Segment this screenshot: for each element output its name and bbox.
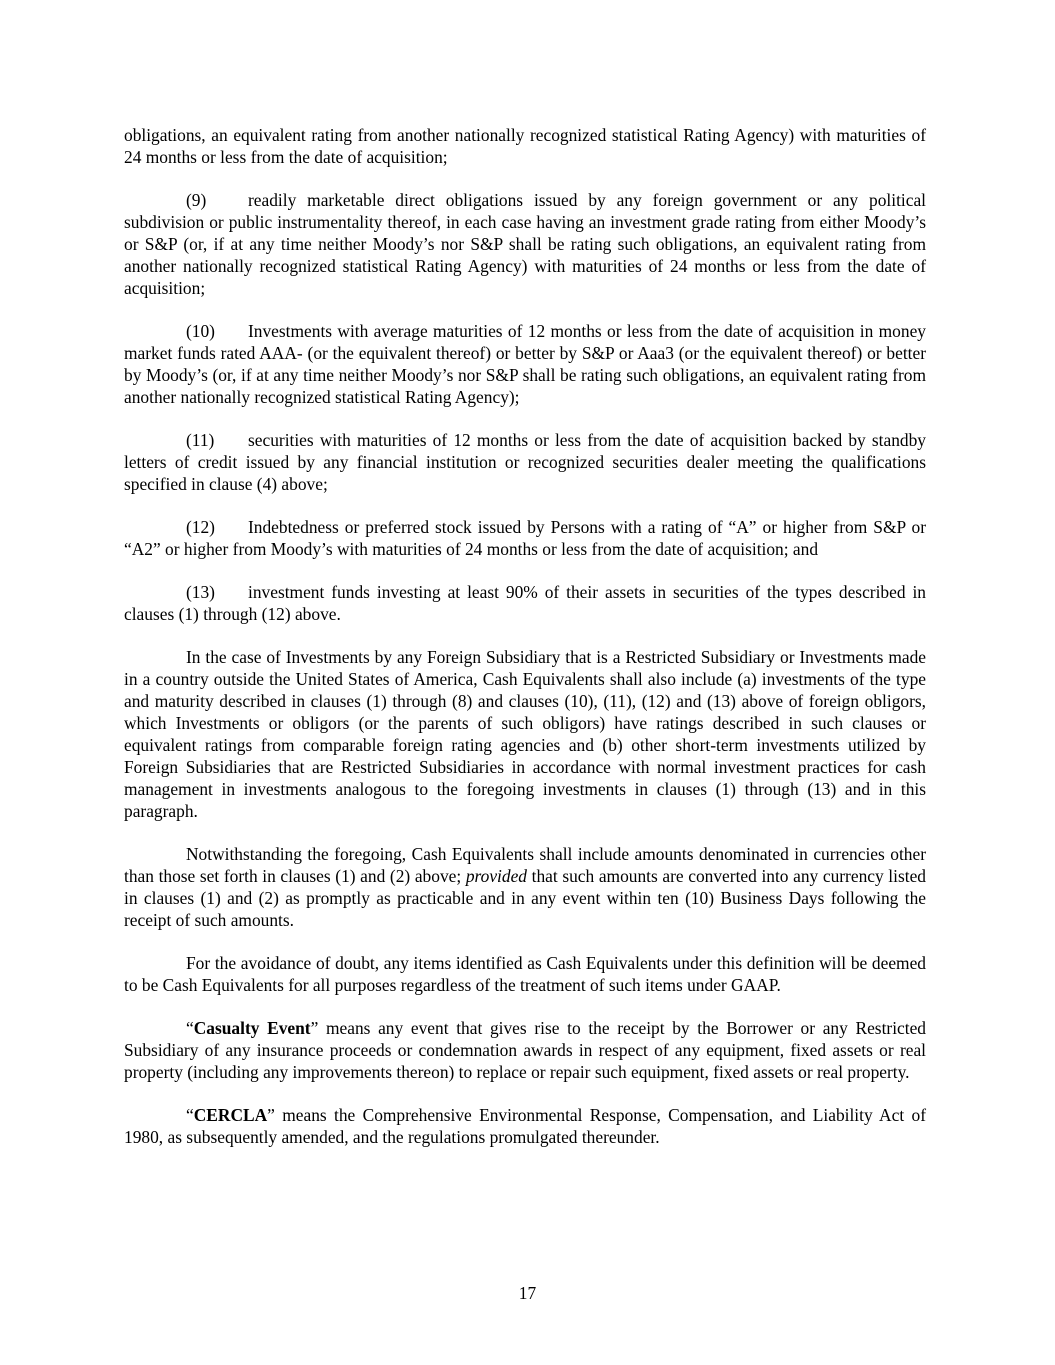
clause-number: (12) <box>186 517 215 537</box>
definition-cercla <box>124 1104 926 1148</box>
provided-term: provided <box>465 866 527 886</box>
notwithstanding-text-before: Notwithstanding the foregoing, Cash Equivalents shall include amounts denominated in currencies other than those set forth in clauses (1) and (2) above; <box>124 844 926 886</box>
clause-13 <box>124 581 926 625</box>
document-body <box>124 124 926 1169</box>
avoidance-of-doubt-paragraph: For the avoidance of doubt, any items identified as Cash Equivalents under this definition will be deemed to be Cash Equivalents for all purposes regardless of the treatment of such items under GAAP. <box>124 953 926 995</box>
clause-text: securities with maturities of 12 months or less from the date of acquisition backed by standby letters of credit issued by any financial institution or recognized securities dealer meeting the qualifications specified in clause (4) above; <box>124 430 926 494</box>
clause-10 <box>124 320 926 408</box>
clause-text: readily marketable direct obligations issued by any foreign government or any political subdivision or public instrumentality thereof, in each case having an investment grade rating from either Moody’s or S&P (or, if at any time neither Moody’s nor S&P shall be rating such obligations, an equivalent rating from another nationally recognized statistical Rating Agency) with maturities of 24 months or less from the date of acquisition; <box>124 190 926 298</box>
clause-number: (11) <box>186 430 215 450</box>
clause-9 <box>124 189 926 299</box>
definition-text: ” means the Comprehensive Environmental Response, Compensation, and Liability Act of 1980, as subsequently amended, and the regulations promulgated thereunder. <box>124 1105 926 1147</box>
definition-casualty-event <box>124 1017 926 1083</box>
clause-number: (9) <box>186 190 207 210</box>
clause-number: (10) <box>186 321 215 341</box>
clause-11 <box>124 429 926 495</box>
defined-term: Casualty Event <box>193 1018 311 1038</box>
defined-term: CERCLA <box>193 1105 268 1125</box>
clause-text: Indebtedness or preferred stock issued by Persons with a rating of “A” or higher from S&P or “A2” or higher from Moody’s with maturities of 24 months or less from the date of acquisition; and <box>124 517 926 559</box>
clause-text: investment funds investing at least 90% of their assets in securities of the types described in clauses (1) through (12) above. <box>124 582 926 624</box>
page-number: 17 <box>518 1283 537 1303</box>
open-quote: “ <box>186 1105 194 1125</box>
clause-number: (13) <box>186 582 215 602</box>
foreign-investments-paragraph: In the case of Investments by any Foreign Subsidiary that is a Restricted Subsidiary or Investments made in a country outside the United States of America, Cash Equivalents shall also include (a) investments of the type and maturity described in clauses (1) through (8) and clauses (10), (11), (12) and (13) above of foreign obligors, which Investments or obligors (or the parents of such obligors) have ratings described in such clauses or equivalent ratings from comparable foreign rating agencies and (b) other short-term investments utilized by Foreign Subsidiaries that are Restricted Subsidiaries in accordance with normal investment practices for cash management in investments analogous to the foregoing investments in clauses (1) through (13) and in this paragraph. <box>124 647 926 821</box>
clause-12 <box>124 516 926 560</box>
notwithstanding-text-after: that such amounts are converted into any currency listed in clauses (1) and (2) as promptly as practicable and in any event within ten (10) Business Days following the receipt of such amounts. <box>124 866 926 930</box>
open-quote: “ <box>186 1018 194 1038</box>
notwithstanding-paragraph <box>124 843 926 931</box>
definition-text: ” means any event that gives rise to the receipt by the Borrower or any Restricted Subsidiary of any insurance proceeds or condemnation awards in respect of any equipment, fixed assets or real property (including any improvements thereon) to replace or repair such equipment, fixed assets or real property. <box>124 1018 926 1082</box>
clause-text: Investments with average maturities of 12 months or less from the date of acquisition in money market funds rated AAA- (or the equivalent thereof) or better by S&P or Aaa3 (or the equivalent thereof) or better by Moody’s (or, if at any time neither Moody’s nor S&P shall be rating such obligations, an equivalent rating from another nationally recognized statistical Rating Agency); <box>124 321 926 407</box>
continuation-paragraph: obligations, an equivalent rating from another nationally recognized statistical Rating Agency) with maturities of 24 months or less from the date of acquisition; <box>124 125 926 167</box>
